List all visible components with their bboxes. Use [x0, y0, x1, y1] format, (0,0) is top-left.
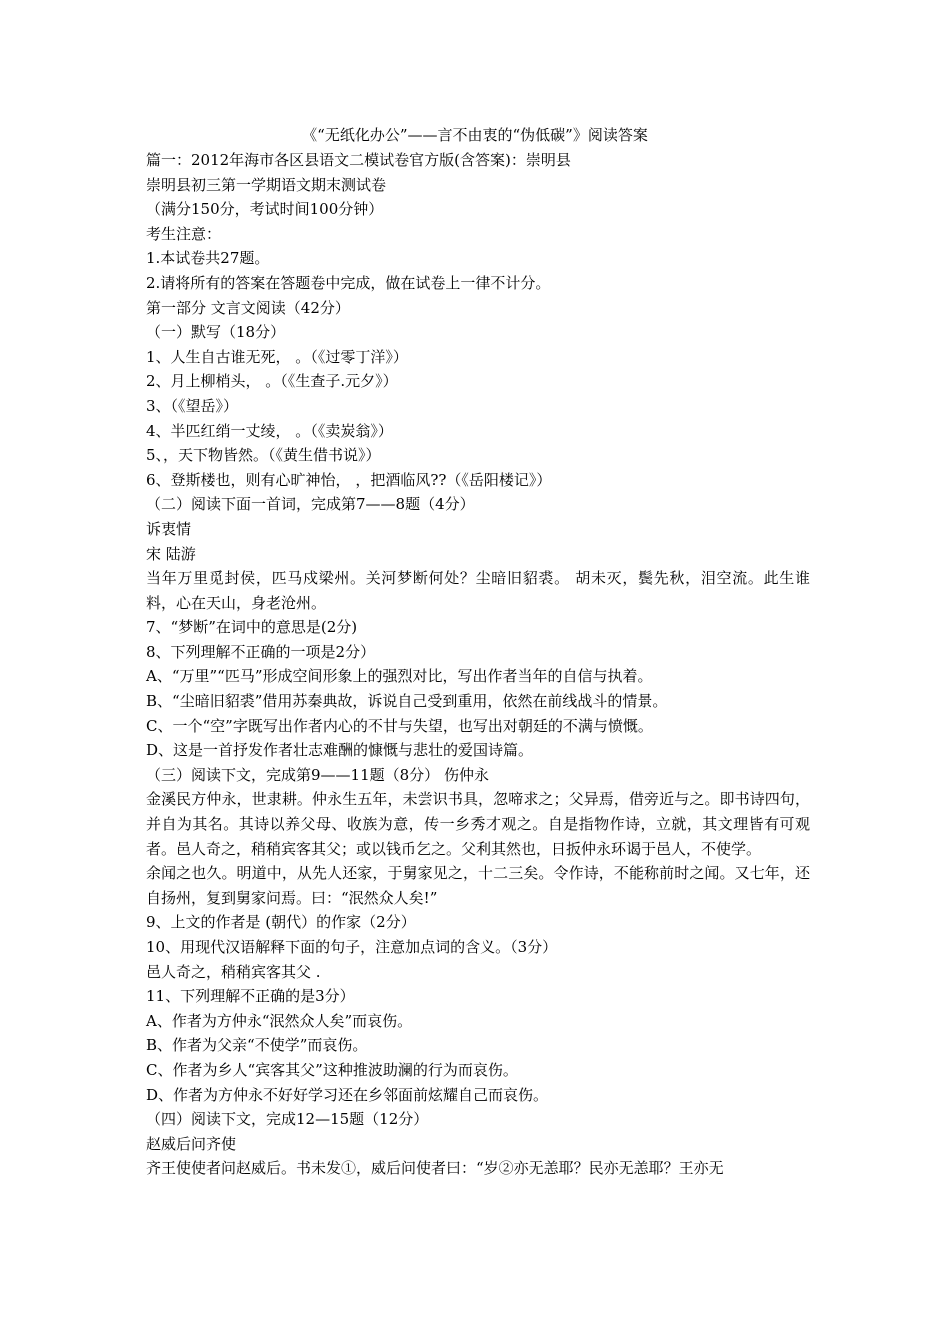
question-line: 11、下列理解不正确的是3分） [146, 987, 355, 1006]
subsection-heading: （四）阅读下文，完成12—15题（12分） [146, 1110, 429, 1129]
option-line: D、作者为方仲永不好好学习还在乡邻面前炫耀自己而哀伤。 [146, 1085, 549, 1104]
question-line: 邑人奇之，稍稍宾客其父 . [146, 962, 321, 981]
question-line: 6、登斯楼也，则有心旷神怡， ，把酒临风??（《岳阳楼记》） [146, 470, 552, 489]
text-line: 2.请将所有的答案在答题卷中完成，做在试卷上一律不计分。 [146, 273, 551, 292]
poem-text: 当年万里觅封侯，匹马戍梁州。关河梦断何处？尘暗旧貂裘。 胡未灭，鬓先秋，泪空流。此生谁料，心在天山，身老沧州。 [146, 569, 810, 612]
subsection-heading: （三）阅读下文，完成第9——11题（8分） 伤仲永 [146, 765, 489, 784]
text-line: 崇明县初三第一学期语文期末测试卷 [146, 175, 387, 194]
poem-title: 诉衷情 [146, 519, 192, 538]
question-line: 1、人生自古谁无死， 。（《过零丁洋》） [146, 347, 408, 366]
passage-paragraph: 齐王使使者问赵威后。书未发①，威后问使者曰：“岁②亦无恙耶？民亦无恙耶？王亦无 [146, 1159, 724, 1178]
text-line: 考生注意： [146, 224, 222, 243]
text-line: 1.本试卷共27题。 [146, 249, 270, 268]
section-heading: 第一部分 文言文阅读（42分） [146, 298, 350, 317]
option-line: A、“万里”“匹马”形成空间形象上的强烈对比，写出作者当年的自信与执着。 [146, 667, 653, 686]
question-line: 7、“梦断”在词中的意思是(2分) [146, 618, 358, 637]
question-line: 8、下列理解不正确的一项是2分） [146, 642, 376, 661]
passage-paragraph: 余闻之也久。明道中，从先人还家，于舅家见之，十二三矣。令作诗，不能称前时之闻。又七年，还自扬州，复到舅家问焉。曰：“泯然众人矣!” [146, 864, 810, 907]
question-line: 9、上文的作者是 (朝代）的作家（2分） [146, 913, 416, 932]
document-title: 《“无纸化办公”——言不由衷的“伪低碳”》阅读答案 [302, 126, 648, 144]
question-line: 2、月上柳梢头， 。（《生查子.元夕》） [146, 372, 398, 391]
option-line: B、作者为父亲“不使学”而哀伤。 [146, 1036, 368, 1055]
document-body [146, 148, 810, 1181]
question-line: 3、（《望岳》） [146, 396, 239, 415]
option-line: D、这是一首抒发作者壮志难酬的慷慨与悲壮的爱国诗篇。 [146, 741, 534, 760]
question-line: 4、半匹红绡一丈绫， 。（《卖炭翁》） [146, 421, 393, 440]
option-line: C、作者为乡人“宾客其父”这种推波助澜的行为而哀伤。 [146, 1060, 518, 1079]
option-line: B、“尘暗旧貂裘”借用苏秦典故，诉说自己受到重用，依然在前线战斗的情景。 [146, 692, 668, 711]
poem-author: 宋 陆游 [146, 544, 196, 563]
question-line: 5、，天下物皆然。（《黄生借书说》） [146, 446, 381, 465]
text-line: 篇一：2012年海市各区县语文二模试卷官方版(含答案)：崇明县 [146, 151, 571, 169]
subsection-heading: （二）阅读下面一首词，完成第7——8题（4分） [146, 495, 475, 514]
passage-title: 赵威后问齐使 [146, 1134, 237, 1153]
passage-paragraph: 金溪民方仲永，世隶耕。仲永生五年，未尝识书具，忽啼求之；父异焉，借旁近与之。即书诗四句，并自为其名。其诗以养父母、收族为意，传一乡秀才观之。自是指物作诗，立就，其文理皆有可观者。邑人奇之，稍稍宾客其父；或以钱币乞之。父利其然也，日扳仲永环谒于邑人，不使学。 [146, 790, 810, 858]
option-line: C、一个“空”字既写出作者内心的不甘与失望，也写出对朝廷的不满与愤慨。 [146, 716, 653, 735]
subsection-heading: （一）默写（18分） [146, 323, 286, 342]
option-line: A、作者为方仲永“泯然众人矣”而哀伤。 [146, 1011, 413, 1030]
text-line: （满分150分，考试时间100分钟） [146, 200, 384, 219]
question-line: 10、用现代汉语解释下面的句子，注意加点词的含义。（3分） [146, 938, 558, 956]
